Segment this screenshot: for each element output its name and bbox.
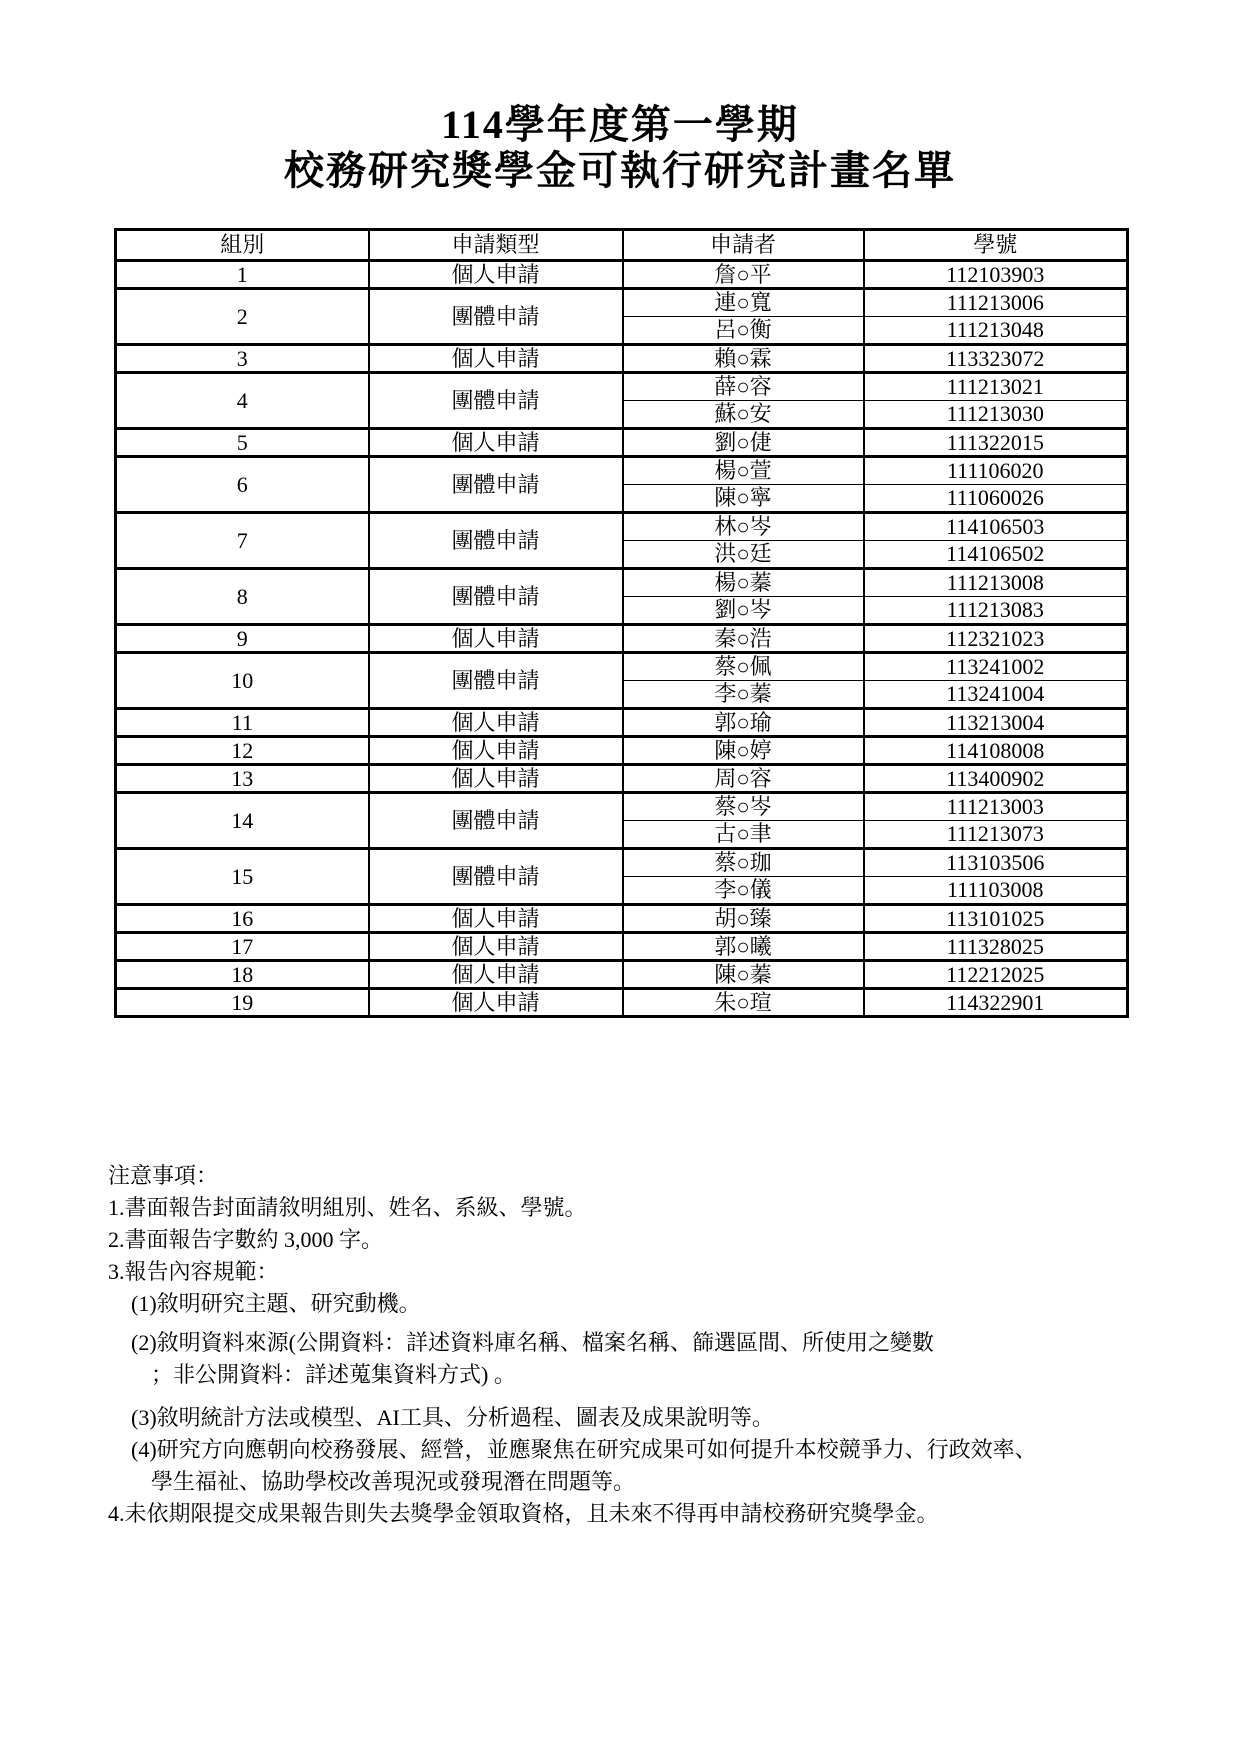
- applicant-name-cell: 李○儀: [623, 877, 864, 905]
- applicant-name-cell: 陳○蓁: [623, 961, 864, 989]
- student-id-cell: 113101025: [864, 905, 1128, 933]
- group-number-cell: 19: [116, 989, 369, 1017]
- table-row: [116, 765, 1128, 793]
- applicant-name-cell: 呂○衡: [623, 317, 864, 345]
- applicant-name-cell: 楊○萱: [623, 457, 864, 485]
- applicant-name-cell: 古○聿: [623, 821, 864, 849]
- application-type-cell: 個人申請: [369, 905, 623, 933]
- group-number-cell: 16: [116, 905, 369, 933]
- student-id-cell: 112103903: [864, 261, 1128, 289]
- note-line: (4)研究方向應朝向校務發展、經營，並應聚焦在研究成果可如何提升本校競爭力、行政效率、: [131, 1437, 1037, 1462]
- group-number-cell: 12: [116, 737, 369, 765]
- applicant-name-cell: 蔡○珈: [623, 849, 864, 877]
- note-line: (1)敘明研究主題、研究動機。: [131, 1291, 421, 1316]
- table-row: [116, 905, 1128, 933]
- table-row: [116, 513, 1128, 541]
- note-line: (3)敘明統計方法或模型、AI工具、分析過程、圖表及成果說明等。: [131, 1405, 774, 1430]
- application-type-cell: 團體申請: [369, 653, 623, 709]
- group-number-cell: 14: [116, 793, 369, 849]
- student-id-cell: 111213030: [864, 401, 1128, 429]
- table-row: [116, 289, 1128, 317]
- application-type-cell: 個人申請: [369, 345, 623, 373]
- student-id-cell: 111213006: [864, 289, 1128, 317]
- application-type-cell: 團體申請: [369, 793, 623, 849]
- student-id-cell: 113213004: [864, 709, 1128, 737]
- student-id-cell: 111106020: [864, 457, 1128, 485]
- document-title: [0, 102, 1240, 194]
- title-line-1: 114學年度第一學期: [441, 102, 799, 147]
- table-header-row: [116, 230, 1128, 261]
- student-id-cell: 114108008: [864, 737, 1128, 765]
- group-number-cell: 6: [116, 457, 369, 513]
- application-type-cell: 個人申請: [369, 737, 623, 765]
- applicant-name-cell: 楊○蓁: [623, 569, 864, 597]
- table-body: [116, 261, 1128, 1017]
- application-type-cell: 團體申請: [369, 513, 623, 569]
- applicant-name-cell: 賴○霖: [623, 345, 864, 373]
- student-id-cell: 111213008: [864, 569, 1128, 597]
- applicant-name-cell: 薛○容: [623, 373, 864, 401]
- table-row: [116, 653, 1128, 681]
- student-id-cell: 113400902: [864, 765, 1128, 793]
- application-type-cell: 團體申請: [369, 373, 623, 429]
- student-id-cell: 111213073: [864, 821, 1128, 849]
- applicant-name-cell: 蔡○岑: [623, 793, 864, 821]
- header-group: 組別: [116, 230, 369, 261]
- applicant-name-cell: 郭○曦: [623, 933, 864, 961]
- note-line: 1.書面報告封面請敘明組別、姓名、系級、學號。: [108, 1195, 587, 1220]
- application-type-cell: 個人申請: [369, 961, 623, 989]
- student-id-cell: 113323072: [864, 345, 1128, 373]
- applicant-name-cell: 周○容: [623, 765, 864, 793]
- notes-section: [108, 1160, 1138, 1530]
- student-id-cell: 111213083: [864, 597, 1128, 625]
- student-id-cell: 111328025: [864, 933, 1128, 961]
- header-student-id: 學號: [864, 230, 1128, 261]
- note-line: ；非公開資料：詳述蒐集資料方式) 。: [151, 1362, 516, 1387]
- student-id-cell: 111213003: [864, 793, 1128, 821]
- note-line: 學生福祉、協助學校改善現況或發現潛在問題等。: [151, 1469, 636, 1494]
- note-line: 4.未依期限提交成果報告則失去獎學金領取資格，且未來不得再申請校務研究獎學金。: [108, 1501, 939, 1526]
- title-line-2: 校務研究獎學金可執行研究計畫名單: [284, 148, 956, 193]
- group-number-cell: 9: [116, 625, 369, 653]
- group-number-cell: 11: [116, 709, 369, 737]
- applicant-name-cell: 蔡○佩: [623, 653, 864, 681]
- group-number-cell: 8: [116, 569, 369, 625]
- group-number-cell: 7: [116, 513, 369, 569]
- student-id-cell: 111103008: [864, 877, 1128, 905]
- table-row: [116, 625, 1128, 653]
- application-type-cell: 個人申請: [369, 429, 623, 457]
- application-type-cell: 個人申請: [369, 709, 623, 737]
- group-number-cell: 3: [116, 345, 369, 373]
- applicant-name-cell: 洪○廷: [623, 541, 864, 569]
- group-number-cell: 5: [116, 429, 369, 457]
- student-id-cell: 111213048: [864, 317, 1128, 345]
- table-row: [116, 373, 1128, 401]
- applicant-name-cell: 林○岑: [623, 513, 864, 541]
- header-type: 申請類型: [369, 230, 623, 261]
- group-number-cell: 1: [116, 261, 369, 289]
- table-row: [116, 961, 1128, 989]
- table-row: [116, 345, 1128, 373]
- note-line: (2)敘明資料來源(公開資料：詳述資料庫名稱、檔案名稱、篩選區間、所使用之變數: [131, 1330, 934, 1355]
- notes-list: [108, 1192, 1138, 1530]
- table-row: [116, 569, 1128, 597]
- application-type-cell: 團體申請: [369, 457, 623, 513]
- application-type-cell: 個人申請: [369, 261, 623, 289]
- applicant-name-cell: 劉○岑: [623, 597, 864, 625]
- student-id-cell: 112212025: [864, 961, 1128, 989]
- student-id-cell: 114106502: [864, 541, 1128, 569]
- applicant-name-cell: 朱○瑄: [623, 989, 864, 1017]
- student-id-cell: 113103506: [864, 849, 1128, 877]
- table-row: [116, 457, 1128, 485]
- header-applicant: 申請者: [623, 230, 864, 261]
- applicant-name-cell: 陳○婷: [623, 737, 864, 765]
- group-number-cell: 4: [116, 373, 369, 429]
- student-id-cell: 113241002: [864, 653, 1128, 681]
- applicant-name-cell: 胡○臻: [623, 905, 864, 933]
- student-id-cell: 114106503: [864, 513, 1128, 541]
- applicant-name-cell: 李○蓁: [623, 681, 864, 709]
- table-row: [116, 793, 1128, 821]
- student-id-cell: 114322901: [864, 989, 1128, 1017]
- group-number-cell: 10: [116, 653, 369, 709]
- application-type-cell: 團體申請: [369, 569, 623, 625]
- application-type-cell: 個人申請: [369, 625, 623, 653]
- notes-heading: 注意事項：: [108, 1163, 219, 1188]
- group-number-cell: 18: [116, 961, 369, 989]
- group-number-cell: 13: [116, 765, 369, 793]
- student-id-cell: 113241004: [864, 681, 1128, 709]
- table-row: [116, 429, 1128, 457]
- applicant-name-cell: 郭○瑜: [623, 709, 864, 737]
- student-id-cell: 111060026: [864, 485, 1128, 513]
- applicant-name-cell: 蘇○安: [623, 401, 864, 429]
- student-id-cell: 111322015: [864, 429, 1128, 457]
- applicant-name-cell: 連○寬: [623, 289, 864, 317]
- applicant-name-cell: 秦○浩: [623, 625, 864, 653]
- group-number-cell: 15: [116, 849, 369, 905]
- applicant-name-cell: 陳○寧: [623, 485, 864, 513]
- applicant-table: [114, 228, 1129, 1018]
- applicant-name-cell: 詹○平: [623, 261, 864, 289]
- application-type-cell: 個人申請: [369, 765, 623, 793]
- application-type-cell: 個人申請: [369, 989, 623, 1017]
- note-line: 2.書面報告字數約 3,000 字。: [108, 1227, 384, 1252]
- student-id-cell: 111213021: [864, 373, 1128, 401]
- applicant-name-cell: 劉○倢: [623, 429, 864, 457]
- table-row: [116, 709, 1128, 737]
- table-row: [116, 737, 1128, 765]
- table-row: [116, 933, 1128, 961]
- table-row: [116, 989, 1128, 1017]
- application-type-cell: 團體申請: [369, 849, 623, 905]
- application-type-cell: 個人申請: [369, 933, 623, 961]
- student-id-cell: 112321023: [864, 625, 1128, 653]
- table-row: [116, 261, 1128, 289]
- note-line: 3.報告內容規範：: [108, 1259, 279, 1284]
- group-number-cell: 17: [116, 933, 369, 961]
- application-type-cell: 團體申請: [369, 289, 623, 345]
- table-row: [116, 849, 1128, 877]
- group-number-cell: 2: [116, 289, 369, 345]
